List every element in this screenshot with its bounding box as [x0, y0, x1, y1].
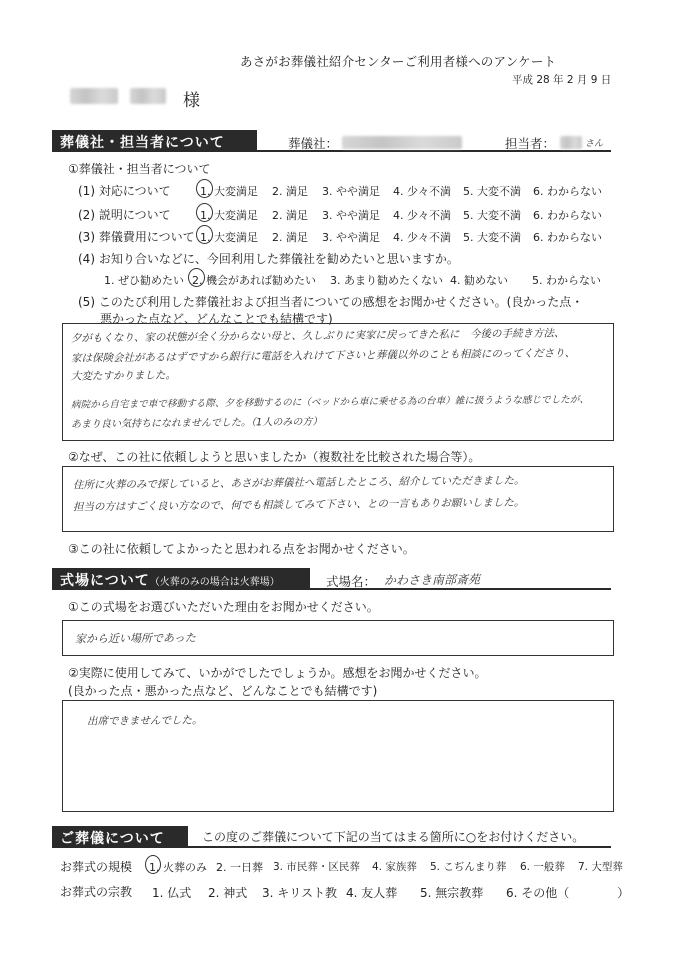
handwritten-answer-line: 出席できませんでした。 [86, 714, 203, 728]
rating-row-3-label: (3) 葬儀費用について [78, 230, 195, 244]
scale-option[interactable]: 3. 市民葬・区民葬 [273, 861, 360, 873]
selected-circle-mark [196, 225, 213, 244]
handwritten-answer-line: 担当の方はすごく良い方なので、何でも相談してみて下さい、との一言もありお願いしました。 [72, 496, 525, 514]
section-venue-subtitle: （火葬のみの場合は火葬場） [149, 577, 280, 588]
selected-circle-mark [145, 855, 161, 874]
venue-reason-question: ①この式場をお選びいただいた理由をお聞かせください。 [68, 600, 379, 614]
staff-suffix: さん [584, 138, 604, 150]
why-question: ②なぜ、この社に依頼しようと思いましたか（複数社を比較された場合等）。 [68, 450, 481, 464]
rating-option[interactable]: 3. やや満足 [322, 231, 380, 244]
selected-circle-mark [196, 179, 213, 198]
section-funeral-header [52, 826, 188, 848]
q5-text-line1: (5) このたび利用した葬儀社および担当者についての感想をお聞かせください。(良かった点・ [78, 295, 584, 309]
venue-impression-answer-box[interactable] [62, 700, 614, 812]
handwritten-answer-line: 病院から自宅まで車で移動する際、夕を移動するのに（ベッドから車に乗せる為の台車）雑に扱うような感じでしたが、 [70, 394, 590, 411]
rating-option[interactable]: 5. 大変不満 [463, 231, 521, 244]
rating-option[interactable]: 2. 満足 [272, 185, 308, 198]
survey-title: あさがお葬儀社紹介センターご利用者様へのアンケート [240, 54, 557, 69]
rating-option[interactable]: 4. 少々不満 [393, 185, 451, 198]
staff-label: 担当者： [505, 136, 556, 151]
rating-option[interactable]: 4. 少々不満 [393, 231, 451, 244]
handwritten-answer-line: 夕がもくなり、家の状態が全く分からない母と、久しぶりに実家に戻ってきた私に 今後の手続き方法、 [70, 327, 565, 345]
company-label: 葬儀社： [288, 136, 339, 151]
handwritten-answer-line: 住所に火葬のみで探していると、あさがお葬儀社へ電話したところ、紹介していただきました。 [72, 474, 525, 492]
venue-reason-answer-box[interactable] [62, 620, 614, 656]
redacted-company [342, 136, 462, 149]
rating-option[interactable]: 3. やや満足 [322, 185, 380, 198]
redacted-name-1 [70, 88, 118, 104]
good-points-question: ③この社に依頼してよかったと思われる点をお聞かせください。 [68, 542, 415, 556]
venue-impression-question-line1: ②実際に使用してみて、いかがでしたでしょうか。感想をお聞かせください。 [68, 666, 487, 680]
q5-text-line2: 悪かった点など、どんなことでも結構です) [100, 312, 333, 326]
recommend-option[interactable]: 3. あまり勧めたくない [330, 274, 443, 287]
rating-option[interactable]: 6. わからない [533, 209, 602, 222]
rating-option[interactable]: 3. やや満足 [322, 209, 380, 222]
handwritten-answer-line: 家は保険会社があるはずですから銀行に電話を入れけて下さいと葬儀以外のことも相談にのってくださり、 [70, 347, 576, 365]
scale-option[interactable]: 7. 大型葬 [578, 861, 623, 873]
section-funeral-company-header [52, 130, 257, 152]
rating-option[interactable]: 1. 大変満足 [200, 185, 258, 198]
section-funeral-title: ご葬儀について [60, 831, 165, 847]
venue-impression-question-line2: (良かった点・悪かった点など、どんなことでも結構です) [68, 684, 378, 698]
handwritten-answer-line: あまり良い気持ちになれませんでした。（1人のみの方） [70, 416, 323, 431]
recommend-option[interactable]: 2. 機会があれば勧めたい [192, 274, 316, 287]
religion-option[interactable]: 4. 友人葬 [346, 886, 398, 900]
q1-subtitle: ①葬儀社・担当者について [68, 162, 211, 176]
selected-circle-mark [196, 203, 213, 222]
rating-option[interactable]: 2. 満足 [272, 209, 308, 222]
scale-option[interactable]: 5. こぢんまり葬 [430, 861, 507, 873]
religion-option[interactable]: 3. キリスト教 [262, 886, 338, 900]
q5-answer-box[interactable] [62, 323, 614, 441]
funeral-instruction: この度のご葬儀について下記の当てはまる箇所に○をお付けください。 [202, 830, 585, 844]
rating-option[interactable]: 1. 大変満足 [200, 231, 258, 244]
religion-option[interactable]: 6. その他（ ） [506, 886, 630, 900]
selected-circle-mark [188, 268, 205, 287]
rating-option[interactable]: 4. 少々不満 [393, 209, 451, 222]
section-venue-title: 式場について [60, 573, 150, 589]
section-venue-header [52, 568, 310, 590]
section-divider [188, 846, 611, 848]
venue-value: かわさき南部斎苑 [383, 572, 481, 588]
handwritten-answer-line: 大変たすかりました。 [70, 369, 177, 383]
religion-option[interactable]: 5. 無宗教葬 [420, 886, 484, 900]
rating-option[interactable]: 2. 満足 [272, 231, 308, 244]
q4-text: (4) お知り合いなどに、今回利用した葬儀社を勧めたいと思いますか。 [78, 252, 459, 266]
handwritten-answer-line: 家から近い場所であった [74, 631, 196, 646]
why-answer-box[interactable] [62, 466, 614, 532]
rating-row-1-label: (1) 対応について [78, 184, 171, 198]
recommend-option[interactable]: 5. わからない [532, 274, 601, 287]
funeral-scale-label: お葬式の規模 [60, 860, 133, 874]
scale-option[interactable]: 2. 一日葬 [216, 861, 263, 874]
religion-option[interactable]: 1. 仏式 [152, 886, 192, 900]
rating-option[interactable]: 5. 大変不満 [463, 185, 521, 198]
redacted-name-2 [130, 88, 166, 104]
rating-option[interactable]: 6. わからない [533, 185, 602, 198]
recommend-option[interactable]: 4. 勧めない [450, 274, 508, 287]
religion-option[interactable]: 2. 神式 [208, 886, 248, 900]
rating-option[interactable]: 6. わからない [533, 231, 602, 244]
honorific-label: 様 [183, 91, 200, 111]
scale-option[interactable]: 1. 火葬のみ [149, 861, 207, 874]
scale-option[interactable]: 4. 家族葬 [372, 861, 417, 873]
rating-row-2-label: (2) 説明について [78, 208, 171, 222]
rating-option[interactable]: 1. 大変満足 [200, 209, 258, 222]
funeral-religion-label: お葬式の宗教 [60, 885, 133, 899]
rating-option[interactable]: 5. 大変不満 [463, 209, 521, 222]
section-funeral-company-title: 葬儀社・担当者について [60, 135, 225, 151]
recommend-option[interactable]: 1. ぜひ勧めたい [104, 274, 184, 287]
survey-date: 平成 28 年 2 月 9 日 [512, 74, 612, 86]
scale-option[interactable]: 6. 一般葬 [520, 861, 565, 873]
venue-label: 式場名： [326, 574, 377, 589]
redacted-staff [560, 136, 582, 149]
